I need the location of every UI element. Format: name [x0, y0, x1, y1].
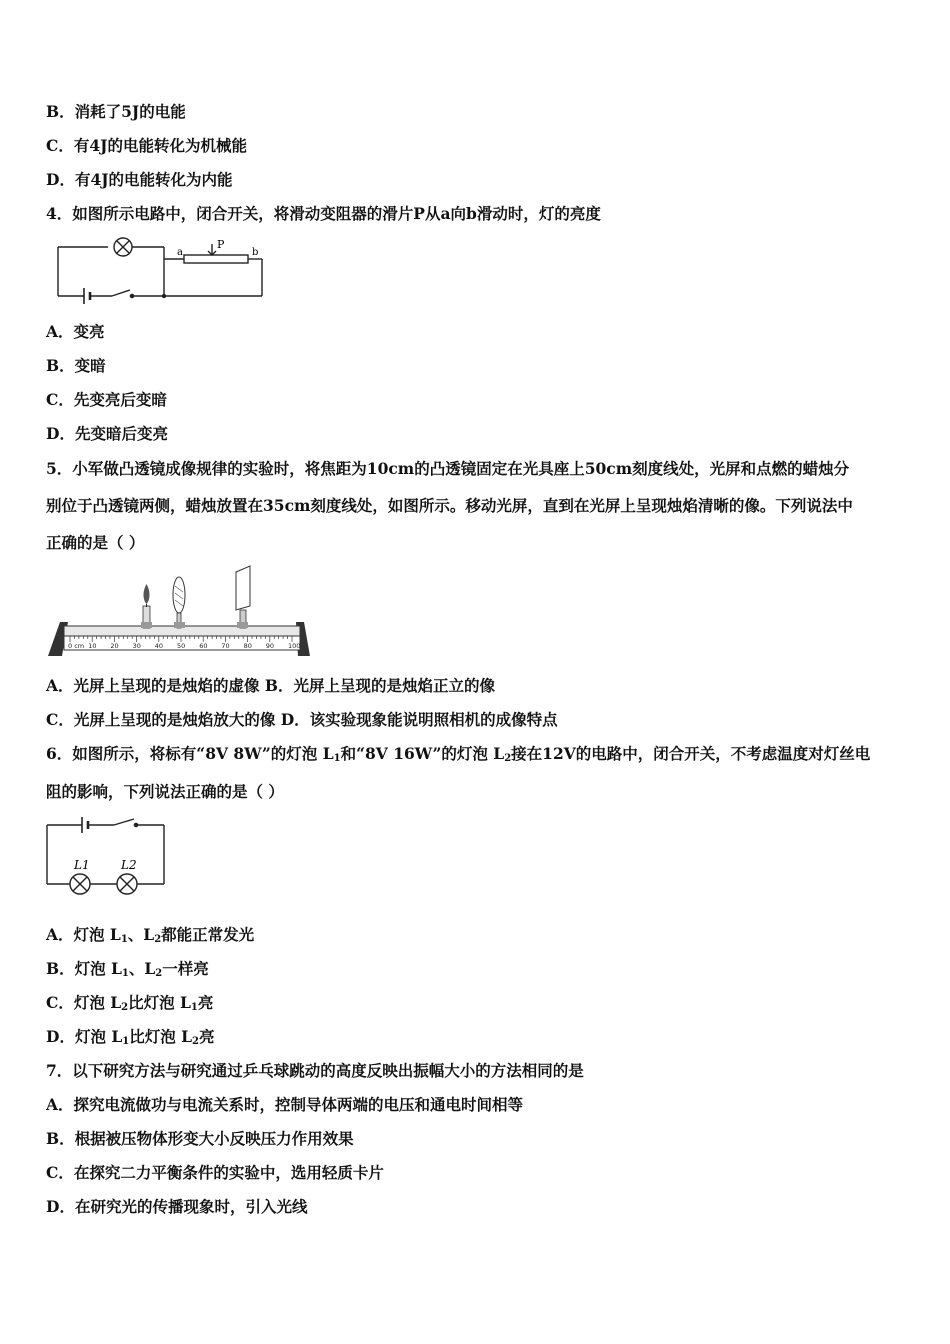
q7-option-a: A．探究电流做功与电流关系时，控制导体两端的电压和通电时间相等 [46, 1095, 524, 1114]
q5-stem-line1: 5．小军做凸透镜成像规律的实验时，将焦距为10cm的凸透镜固定在光具座上50cm刻度线处，光屏和点燃的蜡烛分 [46, 459, 850, 478]
q4-option-c: C．先变亮后变暗 [46, 390, 167, 409]
ruler-label: 100 [288, 642, 301, 650]
q5-stem-line3: 正确的是（ ） [46, 533, 145, 552]
ruler-label: 50 [177, 642, 186, 650]
q6-option-d: D．灯泡 $L_1$比灯泡 $L_2$亮 [46, 1027, 215, 1047]
ruler-label: 10 [88, 642, 97, 650]
ruler-label: 0 cm [68, 642, 85, 650]
convex-lens-icon [173, 577, 185, 628]
candle-icon [143, 584, 150, 628]
q4-option-d: D．先变暗后变亮 [46, 424, 168, 443]
switch-icon [114, 819, 134, 825]
label-a: a [177, 247, 183, 258]
q7-stem: 7．以下研究方法与研究通过乒乓球跳动的高度反映出振幅大小的方法相同的是 [46, 1061, 584, 1080]
q5-options-line2: C．光屏上呈现的是烛焰放大的像 D．该实验现象能说明照相机的成像特点 [46, 710, 558, 729]
q4-option-a: A．变亮 [46, 322, 105, 341]
q7-option-d: D．在研究光的传播现象时，引入光线 [46, 1197, 308, 1216]
q6-stem-line1: 6．如图所示，将标有“8V 8W”的灯泡 $L_1$和“8V 16W”的灯泡 $L_2$接在12V的电路中，闭合开关，不考虑温度对灯丝电 [46, 744, 871, 764]
q5-optical-bench [46, 562, 316, 662]
label-l2: L2 [121, 858, 137, 872]
rheostat-icon [184, 255, 248, 263]
ruler-label: 30 [132, 642, 141, 650]
q6-circuit-diagram [44, 812, 174, 898]
ruler-label: 40 [154, 642, 164, 650]
q3-option-c: C．有4J的电能转化为机械能 [46, 136, 247, 155]
ruler-label: 80 [243, 642, 252, 650]
q4-circuit-diagram [46, 234, 276, 306]
q4-stem: 4．如图所示电路中，闭合开关，将滑动变阻器的滑片P从a向b滑动时，灯的亮度 [46, 204, 601, 223]
ruler-label: 60 [199, 642, 208, 650]
ruler-label: 20 [110, 642, 119, 650]
label-l1: L1 [74, 858, 90, 872]
q5-options-line1: A．光屏上呈现的是烛焰的虚像 B．光屏上呈现的是烛焰正立的像 [46, 676, 496, 695]
q7-option-c: C．在探究二力平衡条件的实验中，选用轻质卡片 [46, 1163, 384, 1182]
q6-option-b: B．灯泡 $L_1$、$L_2$一样亮 [46, 959, 209, 979]
ruler-label: 90 [265, 642, 275, 650]
q4-option-b: B．变暗 [46, 356, 106, 375]
q7-option-b: B．根据被压物体形变大小反映压力作用效果 [46, 1129, 354, 1148]
ruler-label: 70 [221, 642, 230, 650]
q6-option-a: A．灯泡 $L_1$、$L_2$都能正常发光 [46, 925, 255, 945]
q3-option-b: B．消耗了5J的电能 [46, 102, 186, 121]
q6-stem-line2: 阻的影响，下列说法正确的是（ ） [46, 782, 284, 801]
label-b: b [252, 247, 259, 258]
light-screen-icon [236, 566, 250, 628]
label-p: P [217, 238, 225, 251]
switch-icon [112, 290, 130, 296]
q3-option-d: D．有4J的电能转化为内能 [46, 170, 233, 189]
q6-option-c: C．灯泡 $L_2$比灯泡 $L_1$亮 [46, 993, 214, 1013]
q5-stem-line2: 别位于凸透镜两侧，蜡烛放置在35cm刻度线处，如图所示。移动光屏，直到在光屏上呈现烛焰清晰的像。下列说法中 [46, 496, 853, 515]
